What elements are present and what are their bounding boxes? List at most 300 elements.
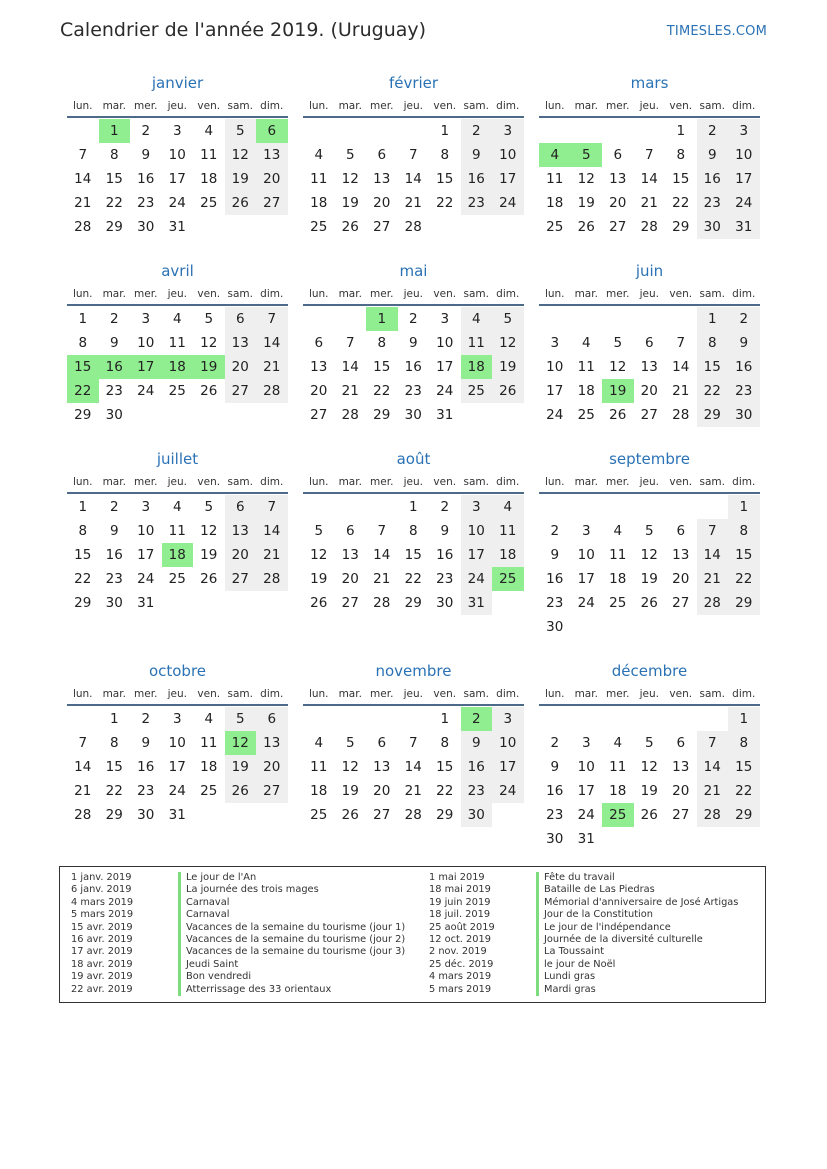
empty-cell [665,495,697,519]
month-9 [67,658,288,827]
month-3 [67,258,288,427]
day-cell: 5 [204,499,214,515]
day-cell: 22 [74,571,92,587]
day-cell: 26 [310,595,328,611]
day-cell: 14 [341,359,359,375]
weekday-label: ven. [433,476,457,488]
day-cell: 12 [609,359,627,375]
legend-date: 4 mars 2019 [429,971,492,983]
day-cell: 24 [577,807,595,823]
day-cell: 24 [436,383,454,399]
day-cell: 19 [492,355,524,379]
empty-cell [335,495,367,519]
day-cell: 14 [373,547,391,563]
day-cell: 20 [373,195,391,211]
empty-cell [665,707,697,731]
day-cell: 25 [200,195,218,211]
empty-cell [398,707,430,731]
day-cell: 6 [225,307,257,331]
day-cell: 1 [408,499,418,515]
day-cell: 15 [728,543,760,567]
day-cell: 18 [546,195,564,211]
day-cell: 2 [550,735,560,751]
day-cell: 17 [168,759,186,775]
day-cell: 3 [550,335,560,351]
day-grid [539,119,760,239]
weekday-header [67,96,288,116]
day-cell: 14 [697,543,729,567]
empty-cell [697,707,729,731]
day-cell: 7 [377,523,387,539]
day-cell: 22 [373,383,391,399]
day-cell: 8 [109,735,119,751]
day-cell: 21 [697,567,729,591]
day-cell: 1 [78,499,88,515]
day-cell: 7 [644,147,654,163]
empty-cell [571,707,603,731]
day-cell: 18 [609,783,627,799]
day-cell: 13 [373,171,391,187]
legend-row [71,959,421,971]
weekday-header [303,96,524,116]
header-rule [303,304,524,306]
day-cell: 30 [404,407,422,423]
day-cell: 24 [137,383,155,399]
empty-cell [634,119,666,143]
day-cell: 11 [168,523,186,539]
day-cell: 2 [440,499,450,515]
weekday-label: lun. [544,688,565,700]
day-grid [539,495,760,639]
day-cell: 1 [728,495,760,519]
day-cell: 24 [168,783,186,799]
day-cell: 23 [546,807,564,823]
day-cell: 9 [440,523,450,539]
day-cell: 8 [78,335,88,351]
day-cell: 11 [577,359,595,375]
legend-date: 4 mars 2019 [71,896,134,908]
header-rule [67,704,288,706]
day-cell: 12 [577,171,595,187]
day-cell: 30 [697,215,729,239]
day-grid [67,707,288,827]
day-cell: 20 [225,543,257,567]
day-grid [67,495,288,615]
day-cell: 9 [141,147,151,163]
header-rule [539,116,760,118]
day-cell: 25 [168,571,186,587]
empty-cell [67,707,99,731]
day-cell: 12 [640,759,658,775]
month-8 [539,446,760,639]
day-cell: 7 [256,307,288,331]
day-cell: 13 [310,359,328,375]
day-cell: 31 [168,219,186,235]
weekday-label: mer. [606,100,630,112]
weekday-label: sam. [699,288,725,300]
weekday-label: dim. [260,688,284,700]
legend-row [71,884,421,896]
month-name: novembre [375,662,452,680]
legend-holiday-name: Mémorial d'anniversaire de José Artigas [536,897,738,909]
day-cell: 19 [225,755,257,779]
weekday-label: mar. [102,688,126,700]
legend-holiday-name: Carnaval [178,897,229,909]
day-cell: 27 [225,567,257,591]
day-cell: 10 [461,519,493,543]
header-rule [67,304,288,306]
day-cell: 28 [256,379,288,403]
day-grid [303,119,524,239]
day-cell: 7 [408,735,418,751]
day-cell: 9 [550,547,560,563]
empty-cell [602,119,634,143]
legend-holiday-name: Mardi gras [536,984,596,996]
day-cell: 11 [200,147,218,163]
day-cell: 4 [204,711,214,727]
day-cell: 18 [310,783,328,799]
day-cell: 5 [225,119,257,143]
weekday-label: jeu. [167,100,187,112]
holiday-day-cell: 18 [461,355,493,379]
day-cell: 14 [404,171,422,187]
day-cell: 10 [546,359,564,375]
day-cell: 27 [609,219,627,235]
day-cell: 1 [676,123,686,139]
weekday-label: sam. [227,288,253,300]
header-rule [67,116,288,118]
weekday-label: lun. [544,288,565,300]
day-cell: 3 [141,311,151,327]
header-rule [539,704,760,706]
weekday-label: lun. [72,476,93,488]
day-cell: 9 [461,731,493,755]
legend-row [429,946,759,958]
month-11 [539,658,760,851]
day-cell: 20 [373,783,391,799]
day-cell: 22 [436,783,454,799]
legend-row [429,872,759,884]
day-cell: 22 [105,783,123,799]
month-name: janvier [151,74,204,92]
day-cell: 22 [728,567,760,591]
legend-date: 19 avr. 2019 [71,971,133,983]
day-cell: 18 [200,171,218,187]
legend-row [429,897,759,909]
day-cell: 5 [225,707,257,731]
day-cell: 7 [676,335,686,351]
month-0 [67,70,288,239]
day-cell: 21 [341,383,359,399]
day-cell: 23 [105,571,123,587]
legend-holiday-name: Bataille de Las Piedras [536,884,655,896]
holiday-day-cell: 2 [461,707,493,731]
weekday-header [303,284,524,304]
day-cell: 24 [168,195,186,211]
weekday-header [67,472,288,492]
empty-cell [602,307,634,331]
day-cell: 16 [697,167,729,191]
weekday-label: mar. [338,688,362,700]
day-cell: 15 [436,759,454,775]
day-cell: 5 [204,311,214,327]
day-grid [67,119,288,239]
day-cell: 17 [137,547,155,563]
day-cell: 25 [609,595,627,611]
day-cell: 21 [404,783,422,799]
day-cell: 6 [377,735,387,751]
day-grid [303,307,524,427]
legend-holiday-name: le jour de Noël [536,959,615,971]
weekday-header [539,284,760,304]
day-cell: 26 [341,219,359,235]
day-cell: 15 [74,547,92,563]
day-cell: 23 [105,383,123,399]
day-cell: 13 [341,547,359,563]
legend-row [71,922,421,934]
day-cell: 7 [78,147,88,163]
day-cell: 15 [672,171,690,187]
day-cell: 25 [168,383,186,399]
day-cell: 6 [256,707,288,731]
day-cell: 21 [74,195,92,211]
day-cell: 28 [697,803,729,827]
empty-cell [634,495,666,519]
day-cell: 10 [168,735,186,751]
day-cell: 14 [256,519,288,543]
day-cell: 4 [314,735,324,751]
month-name: février [388,74,439,92]
weekday-header [539,684,760,704]
day-cell: 30 [105,595,123,611]
empty-cell [571,495,603,519]
day-cell: 10 [137,335,155,351]
day-cell: 28 [404,219,422,235]
day-cell: 3 [581,523,591,539]
day-cell: 10 [168,147,186,163]
day-cell: 12 [341,759,359,775]
weekday-label: ven. [433,100,457,112]
weekday-label: jeu. [167,688,187,700]
day-cell: 19 [225,167,257,191]
weekday-label: sam. [463,100,489,112]
day-cell: 26 [225,779,257,803]
weekday-label: jeu. [639,688,659,700]
day-cell: 11 [492,519,524,543]
legend-holiday-name: Jour de la Constitution [536,909,653,921]
day-cell: 29 [404,595,422,611]
day-cell: 3 [440,311,450,327]
day-cell: 19 [341,783,359,799]
day-cell: 25 [577,407,595,423]
day-cell: 23 [461,779,493,803]
day-cell: 21 [640,195,658,211]
weekday-label: lun. [308,288,329,300]
legend-date: 18 mai 2019 [429,884,491,896]
day-cell: 17 [461,543,493,567]
weekday-label: dim. [260,288,284,300]
day-cell: 5 [314,523,324,539]
day-cell: 2 [109,499,119,515]
month-name: avril [161,262,194,280]
day-cell: 6 [345,523,355,539]
day-cell: 18 [609,571,627,587]
day-cell: 24 [461,567,493,591]
day-cell: 27 [672,595,690,611]
day-cell: 29 [672,219,690,235]
day-cell: 4 [314,147,324,163]
day-cell: 19 [640,571,658,587]
day-cell: 20 [256,167,288,191]
legend-holiday-name: La Toussaint [536,946,604,958]
day-cell: 8 [109,147,119,163]
day-cell: 29 [373,407,391,423]
day-cell: 7 [78,735,88,751]
day-cell: 30 [137,219,155,235]
weekday-label: mer. [134,688,158,700]
legend-date: 6 janv. 2019 [71,884,132,896]
day-cell: 6 [676,735,686,751]
weekday-label: sam. [463,476,489,488]
weekday-label: mer. [370,476,394,488]
weekday-label: mer. [370,288,394,300]
weekday-label: mar. [338,476,362,488]
day-cell: 20 [640,383,658,399]
weekday-label: sam. [463,688,489,700]
day-cell: 13 [609,171,627,187]
month-name: décembre [611,662,688,680]
weekday-label: mer. [134,100,158,112]
day-cell: 11 [609,547,627,563]
day-cell: 5 [345,147,355,163]
day-cell: 24 [492,779,524,803]
day-cell: 16 [546,571,564,587]
weekday-header [303,472,524,492]
day-cell: 26 [492,379,524,403]
day-cell: 10 [137,523,155,539]
weekday-label: mar. [102,100,126,112]
day-cell: 26 [640,595,658,611]
weekday-label: mer. [606,476,630,488]
holiday-day-cell: 15 [67,355,99,379]
empty-cell [539,707,571,731]
legend-row [71,934,421,946]
day-cell: 21 [697,779,729,803]
day-cell: 1 [440,711,450,727]
legend-date: 19 juin 2019 [429,896,491,908]
day-cell: 11 [546,171,564,187]
header-rule [303,704,524,706]
day-cell: 5 [345,735,355,751]
day-cell: 4 [204,123,214,139]
day-cell: 26 [577,219,595,235]
header-rule [539,304,760,306]
weekday-label: jeu. [639,476,659,488]
day-cell: 23 [697,191,729,215]
weekday-label: ven. [669,288,693,300]
weekday-label: jeu. [639,288,659,300]
day-cell: 30 [105,407,123,423]
day-cell: 12 [341,171,359,187]
day-cell: 12 [492,331,524,355]
day-cell: 15 [373,359,391,375]
day-cell: 23 [137,783,155,799]
weekday-label: ven. [669,476,693,488]
weekday-label: dim. [496,476,520,488]
month-name: mars [630,74,669,92]
weekday-label: ven. [197,100,221,112]
legend-row [429,884,759,896]
legend-holiday-name: Atterrissage des 33 orientaux [178,984,331,996]
legend-holiday-name: Vacances de la semaine du tourisme (jour 2) [178,934,405,946]
weekday-label: mer. [606,688,630,700]
legend-date: 25 déc. 2019 [429,958,494,970]
empty-cell [366,495,398,519]
day-cell: 19 [577,195,595,211]
day-cell: 4 [492,495,524,519]
holiday-day-cell: 1 [366,307,398,331]
day-cell: 13 [672,547,690,563]
brand-link[interactable]: TIMESLES.COM [666,24,767,39]
weekday-label: mar. [574,288,598,300]
legend-date: 1 janv. 2019 [71,872,132,883]
day-cell: 20 [609,195,627,211]
weekday-label: lun. [544,100,565,112]
weekday-label: dim. [260,100,284,112]
day-cell: 8 [440,735,450,751]
weekday-label: ven. [433,288,457,300]
day-cell: 17 [492,755,524,779]
day-cell: 9 [141,735,151,751]
weekday-label: dim. [732,288,756,300]
month-name: juin [635,262,664,280]
header-rule [539,492,760,494]
day-cell: 26 [341,807,359,823]
month-10 [303,658,524,827]
day-cell: 21 [256,355,288,379]
month-name: septembre [609,450,690,468]
day-cell: 14 [672,359,690,375]
day-cell: 16 [546,783,564,799]
day-cell: 27 [341,595,359,611]
day-cell: 14 [640,171,658,187]
weekday-label: dim. [732,688,756,700]
legend-row [71,971,421,983]
holiday-day-cell: 17 [130,355,162,379]
day-cell: 15 [105,171,123,187]
day-cell: 7 [408,147,418,163]
day-cell: 19 [310,571,328,587]
weekday-label: lun. [544,476,565,488]
legend-row [429,959,759,971]
empty-cell [539,119,571,143]
holiday-day-cell: 6 [256,119,288,143]
day-cell: 10 [436,335,454,351]
day-cell: 31 [436,407,454,423]
holiday-day-cell: 12 [225,731,257,755]
day-cell: 20 [672,783,690,799]
weekday-label: ven. [197,688,221,700]
day-grid [303,495,524,615]
day-cell: 20 [256,755,288,779]
weekday-label: dim. [496,288,520,300]
day-cell: 27 [225,379,257,403]
day-cell: 3 [141,499,151,515]
day-cell: 31 [577,831,595,847]
empty-cell [634,307,666,331]
day-cell: 2 [109,311,119,327]
day-cell: 10 [577,547,595,563]
